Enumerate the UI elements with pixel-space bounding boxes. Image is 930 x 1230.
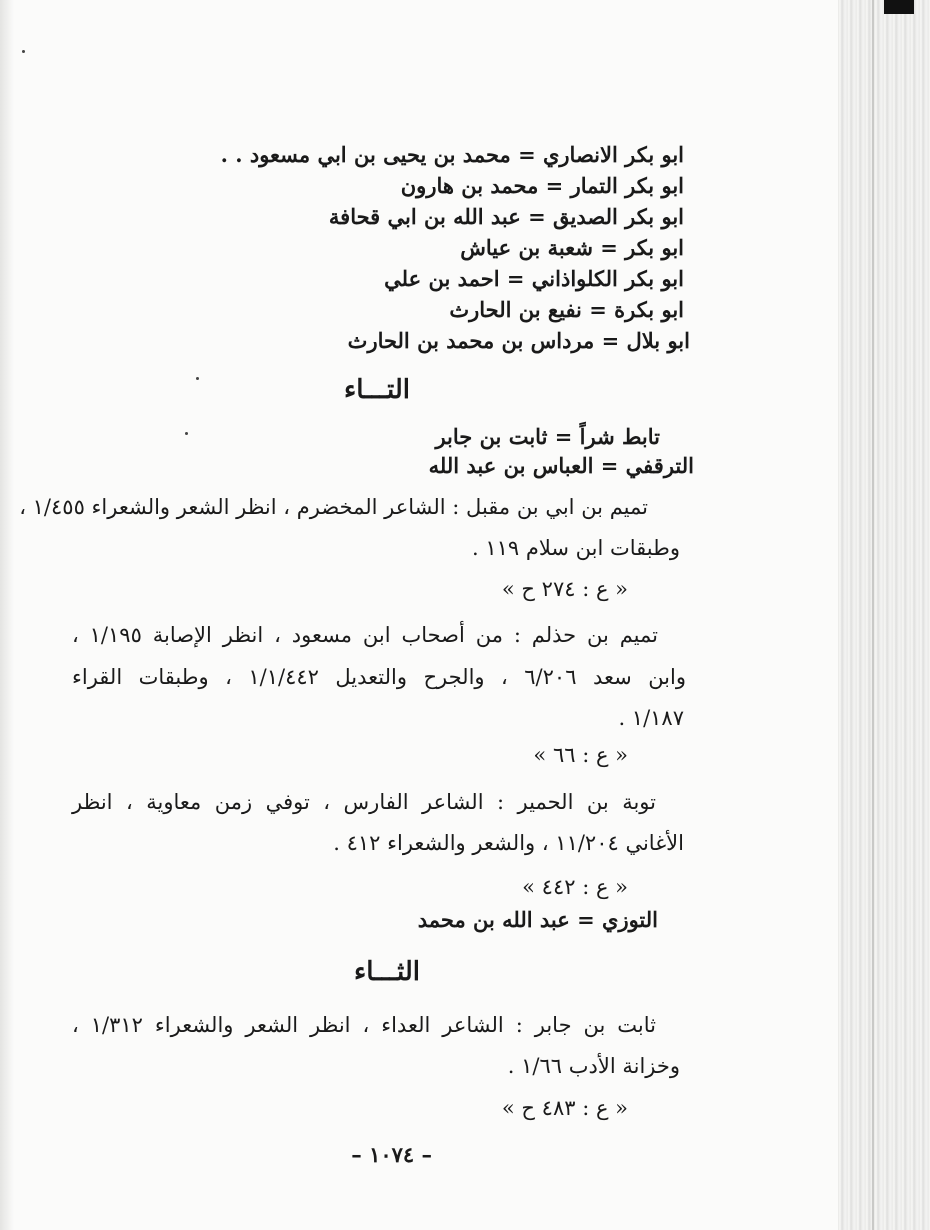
kunya-entry: ابو بكر الكلواذاني = احمد بن علي <box>384 266 684 291</box>
entry-line: ١/١٨٧ . <box>618 706 684 730</box>
scan-corner-mark <box>884 0 914 14</box>
kunya-entry: ابو بكر الانصاري = محمد بن يحيى بن ابي مسعود . . <box>220 142 684 167</box>
entry-reference: « ع : ٤٤٢ » <box>522 875 628 899</box>
section-heading-taa: التـــاء <box>344 375 410 405</box>
entry-line: الأغاني ١١/٢٠٤ ، والشعر والشعراء ٤١٢ . <box>333 831 684 855</box>
scan-right-border <box>872 0 874 1230</box>
short-entry: التوزي = عبد الله بن محمد <box>417 907 658 932</box>
scan-speck <box>22 50 25 53</box>
entry-line: ثابت بن جابر : الشاعر العداء ، انظر الشعر والشعراء ١/٣١٢ ، <box>72 1013 656 1037</box>
section-heading-thaa: الثـــاء <box>354 957 420 987</box>
scan-left-edge <box>0 0 14 1230</box>
scan-speck <box>185 432 188 435</box>
scan-speck <box>196 377 199 380</box>
short-entry: تابط شراً = ثابت بن جابر <box>435 424 660 449</box>
short-entry: الترقفي = العباس بن عبد الله <box>428 453 694 478</box>
entry-reference: « ع : ٤٨٣ ح » <box>501 1096 628 1120</box>
entry-line: توبة بن الحمير : الشاعر الفارس ، توفي زمن معاوية ، انظر <box>72 790 656 814</box>
entry-reference: « ع : ٢٧٤ ح » <box>501 577 628 601</box>
kunya-entry: ابو بلال = مرداس بن محمد بن الحارث <box>347 328 690 353</box>
kunya-entry: ابو بكرة = نفيع بن الحارث <box>449 297 684 322</box>
entry-line: تميم بن ابي بن مقبل : الشاعر المخضرم ، انظر الشعر والشعراء ١/٤٥٥ ، <box>19 495 648 519</box>
scan-right-edge <box>838 0 930 1230</box>
entry-line: وطبقات ابن سلام ١١٩ . <box>471 536 680 560</box>
page-number: – ١٠٧٤ – <box>351 1142 432 1167</box>
entry-line: وابن سعد ٦/٢٠٦ ، والجرح والتعديل ١/١/٤٤٢ ، وطبقات القراء <box>72 665 686 689</box>
kunya-entry: ابو بكر الصديق = عبد الله بن ابي قحافة <box>328 204 684 229</box>
entry-reference: « ع : ٦٦ » <box>533 743 628 767</box>
kunya-entry: ابو بكر = شعبة بن عياش <box>460 235 684 260</box>
entry-line: وخزانة الأدب ١/٦٦ . <box>507 1054 680 1078</box>
kunya-entry: ابو بكر التمار = محمد بن هارون <box>400 173 684 198</box>
entry-line: تميم بن حذلم : من أصحاب ابن مسعود ، انظر الإصابة ١/١٩٥ ، <box>72 623 659 647</box>
